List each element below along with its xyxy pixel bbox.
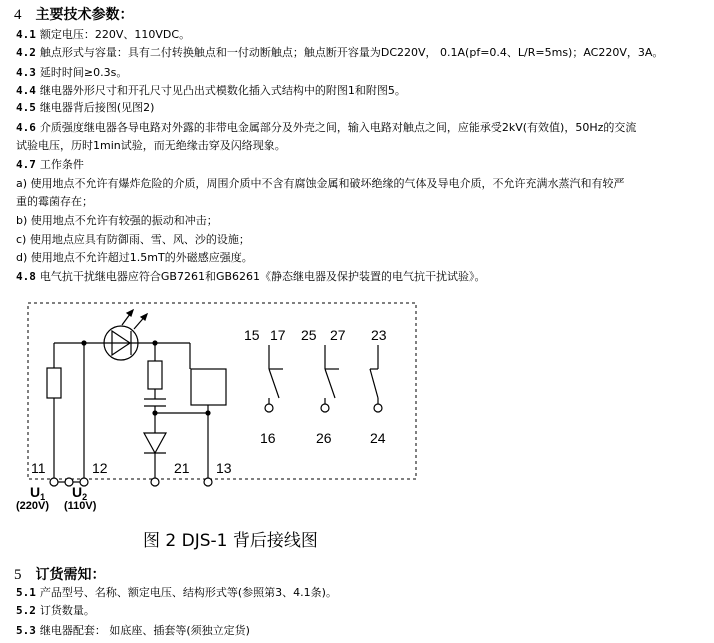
relay-coil [191,369,226,405]
item-text: 继电器外形尺寸和开孔尺寸见凸出式模数化插入式结构中的附图1和附图5。 [39,84,406,97]
item-text: 订货数量。 [39,604,95,617]
diagram-enclosure [28,303,416,479]
item-text: 电气抗干扰继电器应符合GB7261和GB6261《静态继电器及保护装置的电气抗干扰试验》。 [39,270,486,283]
list-item [16,101,154,115]
item-number: 4.4 [16,84,36,97]
item-text: 继电器配套： 如底座、插套等(须独立定货) [39,624,250,637]
list-item [16,604,95,618]
item-text: a) 使用地点不允许有爆炸危险的介质，周围介质中不含有腐蚀金属和破坏绝缘的气体及导电介质，不允许充满水蒸汽和有较严 [16,177,625,190]
wiring-diagram [0,293,430,523]
terminal-label-17: 17 [270,327,286,343]
item-number: 4.8 [16,270,36,283]
list-item [16,66,127,80]
section-5-heading [14,566,106,584]
resistor-2 [148,361,162,389]
list-item [16,195,93,209]
list-item [16,233,250,247]
item-text: 工作条件 [39,158,84,171]
item-text: 试验电压，历时1min试验，而无绝缘击穿及闪络现象。 [16,139,286,152]
terminal-label-13: 13 [216,460,232,476]
list-item [16,624,250,638]
item-number: 5.3 [16,624,36,637]
item-text: 介质强度继电器各导电路对外露的非带电金属部分及外壳之间，输入电路对触点之间，应能承受2kV(有效值)，50Hz的交流 [39,121,637,134]
contact-terminal-26 [321,404,329,412]
list-item [16,214,218,228]
item-text: 额定电压：220V、110VDC。 [39,28,191,41]
item-number: 4.5 [16,101,36,114]
item-number: 4.2 [16,46,36,59]
terminal-label-15: 15 [244,327,260,343]
item-text: 触点形式与容量：具有二付转换触点和一付动断触点；触点断开容量为DC220V， 0.1A(pf=0.4、L/R=5ms)；AC220V，3A。 [39,46,664,59]
item-number: 5.2 [16,604,36,617]
item-number: 4.7 [16,158,36,171]
input-terminal-13 [204,478,212,486]
item-text: b) 使用地点不允许有较强的振动和冲击； [16,214,218,227]
terminal-label-27: 27 [330,327,346,343]
item-number: 4.1 [16,28,36,41]
item-text: d) 使用地点不允许超过1.5mT的外磁感应强度。 [16,251,253,264]
resistor-1 [47,368,61,398]
contact-terminal-16 [265,404,273,412]
list-item [16,121,636,135]
list-item [16,270,486,284]
terminal-label-25: 25 [301,327,317,343]
terminal-label-23: 23 [371,327,387,343]
list-item [16,586,337,600]
list-item [16,139,286,153]
input-terminal-11 [50,478,58,486]
input-terminal-21 [151,478,159,486]
contact-terminal-24 [374,404,382,412]
list-item [16,158,84,172]
item-text: 产品型号、名称、额定电压、结构形式等(参照第3、4.1条)。 [39,586,337,599]
item-number: 4.6 [16,121,36,134]
item-text: c) 使用地点应具有防御雨、雪、风、沙的设施； [16,233,250,246]
list-item [16,251,253,265]
list-item [16,28,190,42]
section-title: 订货需知： [35,567,106,583]
item-text: 继电器背后接图(见图2) [39,101,155,114]
item-number: 5.1 [16,586,36,599]
list-item [16,84,406,98]
u2-voltage: (110V) [64,500,97,512]
item-text: 延时时间≥0.3s。 [39,66,128,79]
section-title: 主要技术参数： [35,7,134,23]
section-number: 4 [14,7,22,23]
u1-voltage: (220V) [16,500,50,512]
figure-caption: 图 2 DJS-1 背后接线图 [143,531,318,551]
terminal-label-12: 12 [92,460,108,476]
terminal-label-26: 26 [316,430,332,446]
list-item [16,177,625,191]
terminal-label-11: 11 [31,460,46,476]
terminal-label-21: 21 [174,460,190,476]
list-item [16,46,663,60]
section-number: 5 [14,567,22,583]
item-number: 4.3 [16,66,36,79]
terminal-label-24: 24 [370,430,386,446]
u2-label: $U_2$ [72,484,88,502]
u1-label: $U_1$ [30,484,46,502]
section-4-heading [14,6,134,24]
terminal-label-16: 16 [260,430,276,446]
item-text: 重的霉菌存在； [16,195,93,208]
